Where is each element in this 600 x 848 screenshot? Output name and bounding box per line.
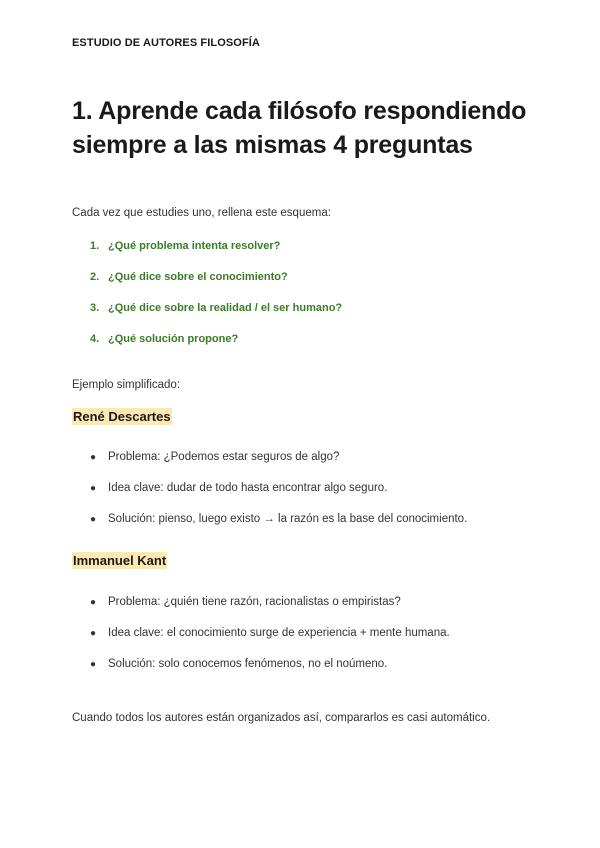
list-item: ● Problema: ¿Podemos estar seguros de algo?: [90, 451, 340, 463]
question-list: [90, 240, 342, 364]
bullet-icon: ●: [90, 597, 97, 608]
list-item: ● Idea clave: el conocimiento surge de experiencia + mente humana.: [90, 627, 450, 639]
bullet-icon: ●: [90, 514, 97, 525]
document-header: ESTUDIO DE AUTORES FILOSOFÍA: [72, 37, 260, 49]
bullet-icon: ●: [90, 452, 97, 463]
intro-text: Cada vez que estudies uno, rellena este esquema:: [72, 207, 331, 219]
question-item: 3. ¿Qué dice sobre la realidad / el ser humano?: [90, 302, 343, 314]
question-item: 2. ¿Qué dice sobre el conocimiento?: [90, 271, 288, 283]
question-item: 4. ¿Qué solución propone?: [90, 333, 239, 345]
section-title: 1. Aprende cada filósofo respondiendo siempre a las mismas 4 preguntas: [72, 97, 527, 159]
list-item: ● Idea clave: dudar de todo hasta encontrar algo seguro.: [90, 482, 388, 494]
list-item: ● Problema: ¿quién tiene razón, racionalistas o empiristas?: [90, 596, 401, 608]
bullet-icon: ●: [90, 628, 97, 639]
author-name-descartes: René Descartes: [73, 409, 171, 424]
list-item: ● Solución: pienso, luego existo → la razón es la base del conocimiento.: [90, 513, 468, 525]
example-label: Ejemplo simplificado:: [72, 379, 181, 391]
question-item: 1. ¿Qué problema intenta resolver?: [90, 240, 281, 252]
author-name-kant: Immanuel Kant: [73, 553, 167, 568]
kant-points: [90, 596, 450, 689]
descartes-points: [90, 451, 467, 544]
list-item: ● Solución: solo conocemos fenómenos, no el noúmeno.: [90, 658, 388, 670]
bullet-icon: ●: [90, 659, 97, 670]
bullet-icon: ●: [90, 483, 97, 494]
closing-text: Cuando todos los autores están organizados así, compararlos es casi automático.: [72, 712, 491, 724]
